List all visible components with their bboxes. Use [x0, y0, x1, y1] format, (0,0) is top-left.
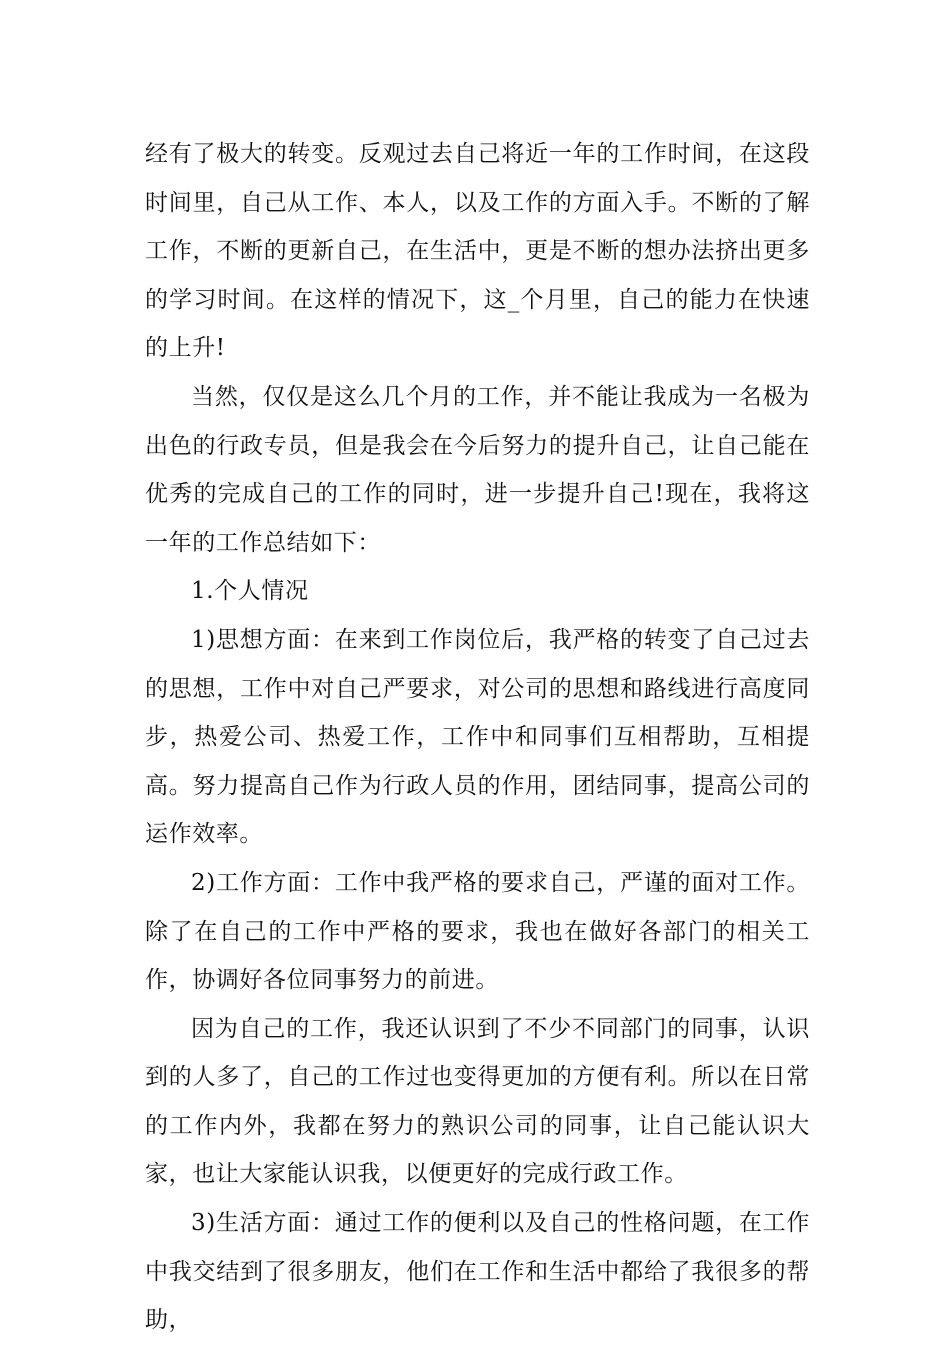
paragraph-work: 2)工作方面：工作中我严格的要求自己，严谨的面对工作。除了在自己的工作中严格的要求，我也在做好各部门的相关工作，协调好各位同事努力的前进。 — [145, 869, 810, 994]
paragraph-colleagues: 因为自己的工作，我还认识到了不少不同部门的同事，认识到的人多了，自己的工作过也变得更加的方便有利。所以在日常的工作内外，我都在努力的熟识公司的同事，让自己能认识大家，也让大家能认识我，以便更好的完成行政工作。 — [145, 1015, 810, 1188]
paragraph-2: 当然，仅仅是这么几个月的工作，并不能让我成为一名极为出色的行政专员，但是我会在今后努力的提升自己，让自己能在优秀的完成自己的工作的同时，进一步提升自己!现在，我将这一年的工作总结如下： — [145, 383, 810, 556]
paragraph-1: 经有了极大的转变。反观过去自己将近一年的工作时间，在这段时间里，自己从工作、本人，以及工作的方面入手。不断的了解工作，不断的更新自己，在生活中，更是不断的想办法挤出更多的学习时间。在这样的情况下，这_个月里，自己的能力在快速的上升! — [145, 141, 810, 362]
document-body — [145, 130, 810, 1345]
paragraph-life: 3)生活方面：通过工作的便利以及自己的性格问题，在工作中我交结到了很多朋友，他们在工作和生活中都给了我很多的帮助， — [145, 1210, 810, 1334]
section-heading-personal: 1.个人情况 — [191, 578, 309, 605]
paragraph-thought: 1)思想方面：在来到工作岗位后，我严格的转变了自己过去的思想，工作中对自己严要求，对公司的思想和路线进行高度同步，热爱公司、热爱工作，工作中和同事们互相帮助，互相提高。努力提高自己作为行政人员的作用，团结同事，提高公司的运作效率。 — [145, 626, 810, 848]
